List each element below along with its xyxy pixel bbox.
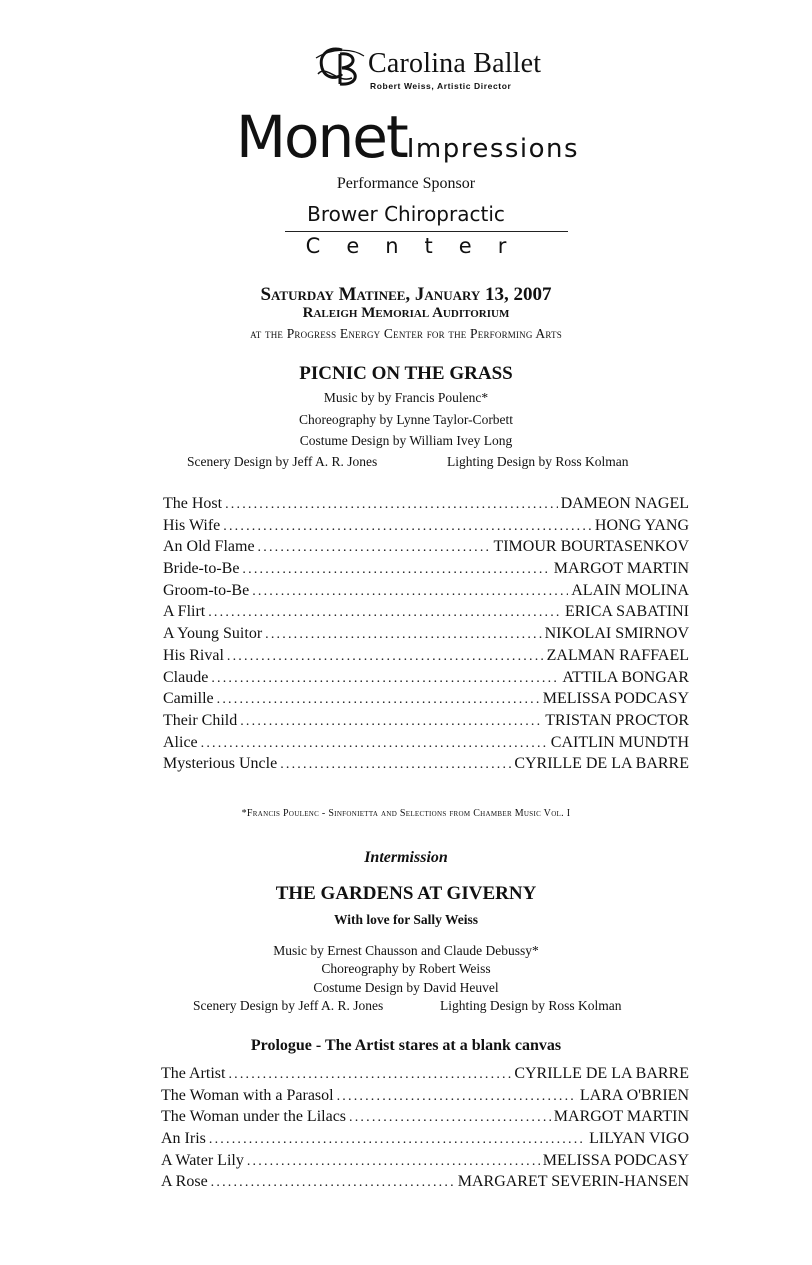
performance-date: Saturday Matinee, January 13, 2007 [260, 284, 552, 305]
leader-dots [211, 671, 559, 687]
cast-row [163, 625, 689, 647]
leader-dots [337, 1089, 577, 1105]
cast-row [163, 690, 689, 712]
cast-row [163, 603, 689, 625]
cast-row [161, 1087, 689, 1109]
gardens-dedication: With love for Sally Weiss [333, 912, 479, 927]
leader-dots [252, 584, 568, 600]
gardens-title: THE GARDENS AT GIVERNY [275, 883, 537, 904]
cast-row [163, 669, 689, 691]
venue-subtitle: at the Progress Energy Center for the Performing Arts [250, 326, 562, 341]
cast-dancer: MARGARET SEVERIN-HANSEN [457, 1173, 689, 1191]
leader-dots [280, 757, 511, 773]
cast-dancer: TIMOUR BOURTASENKOV [493, 538, 689, 556]
venue-name: Raleigh Memorial Auditorium [302, 305, 510, 321]
cast-row [163, 647, 689, 669]
leader-dots [201, 736, 548, 752]
sponsor-center: Center [305, 234, 533, 258]
cast-role: Camille [163, 690, 214, 708]
gardens-prologue: Prologue - The Artist stares at a blank canvas [250, 1037, 562, 1054]
picnic-costume-credit: Costume Design by William Ivey Long [299, 433, 513, 448]
cast-role: A Flirt [163, 603, 206, 621]
cast-role: Claude [163, 668, 209, 686]
show-title-main: Monet [236, 103, 407, 171]
cast-row [161, 1173, 689, 1195]
cast-row [161, 1108, 689, 1130]
cast-dancer: MARGOT MARTIN [553, 560, 689, 578]
cast-role: The Woman under the Lilacs [161, 1108, 347, 1126]
cast-row [161, 1152, 689, 1174]
leader-dots [242, 562, 550, 578]
cast-row [161, 1130, 689, 1152]
cast-role: A Young Suitor [163, 625, 263, 643]
picnic-choreography-credit: Choreography by Lynne Taylor-Corbett [298, 412, 514, 427]
cast-row [163, 734, 689, 756]
leader-dots [265, 627, 541, 643]
company-logo [312, 44, 562, 94]
cast-dancer: DAMEON NAGEL [560, 495, 689, 512]
intermission-label: Intermission [364, 849, 448, 866]
show-title [236, 103, 579, 171]
cast-role: Alice [163, 733, 198, 751]
company-name: Carolina Ballet [368, 48, 542, 79]
cast-dancer: CYRILLE DE LA BARRE [514, 755, 689, 773]
leader-dots [208, 605, 562, 621]
cast-dancer: ATTILA BONGAR [562, 668, 689, 686]
sponsor-name: Brower Chiropractic [307, 202, 505, 226]
leader-dots [225, 497, 557, 513]
cast-dancer: HONG YANG [594, 516, 689, 534]
leader-dots [223, 519, 592, 535]
cast-row [161, 1065, 689, 1087]
sponsor-divider [285, 231, 568, 232]
gardens-cast-list [161, 1065, 689, 1195]
cast-dancer: MARGOT MARTIN [553, 1108, 689, 1126]
cast-row [163, 712, 689, 734]
leader-dots [211, 1175, 455, 1191]
cast-dancer: ERICA SABATINI [564, 603, 689, 621]
cast-role: His Rival [163, 646, 224, 664]
picnic-music-credit: Music by by Francis Poulenc* [323, 390, 489, 405]
cast-role: Their Child [163, 711, 238, 729]
cast-role: Groom-to-Be [163, 581, 250, 599]
gardens-choreography-credit: Choreography by Robert Weiss [321, 961, 491, 976]
show-title-sub: Impressions [406, 134, 580, 164]
leader-dots [349, 1110, 551, 1126]
gardens-lighting-credit: Lighting Design by Ross Kolman [440, 998, 622, 1013]
cast-dancer: TRISTAN PROCTOR [545, 711, 689, 729]
carolina-ballet-logo-icon [312, 44, 368, 92]
gardens-costume-credit: Costume Design by David Heuvel [313, 980, 499, 995]
cast-row [163, 582, 689, 604]
cast-dancer: CAITLIN MUNDTH [550, 733, 689, 751]
cast-row [163, 538, 689, 560]
picnic-lighting-credit: Lighting Design by Ross Kolman [447, 454, 629, 469]
cast-role: An Iris [161, 1130, 206, 1148]
cast-role: A Rose [161, 1173, 208, 1191]
sponsor-label: Performance Sponsor [336, 175, 476, 192]
cast-role: The Woman with a Parasol [161, 1086, 334, 1104]
cast-dancer: LARA O'BRIEN [579, 1086, 689, 1104]
cast-role: The Host [163, 495, 223, 512]
cast-dancer: NIKOLAI SMIRNOV [544, 625, 689, 643]
picnic-cast-list [163, 495, 689, 777]
cast-role: Bride-to-Be [163, 560, 240, 578]
leader-dots [227, 649, 544, 665]
cast-dancer: ZALMAN RAFFAEL [546, 646, 689, 664]
cast-row [163, 495, 689, 517]
picnic-footnote: *Francis Poulenc - Sinfonietta and Selections from Chamber Music Vol. I [241, 808, 571, 819]
cast-dancer: CYRILLE DE LA BARRE [514, 1065, 689, 1082]
picnic-scenery-credit: Scenery Design by Jeff A. R. Jones [187, 454, 378, 469]
gardens-scenery-credit: Scenery Design by Jeff A. R. Jones [193, 998, 384, 1013]
cast-role: His Wife [163, 516, 221, 534]
gardens-music-credit: Music by Ernest Chausson and Claude Debussy* [273, 943, 539, 958]
picnic-title: PICNIC ON THE GRASS [299, 363, 513, 384]
cast-dancer: MELISSA PODCASY [542, 690, 689, 708]
leader-dots [247, 1154, 540, 1170]
cast-row [163, 517, 689, 539]
cast-role: A Water Lily [161, 1151, 244, 1169]
cast-dancer: MELISSA PODCASY [542, 1151, 689, 1169]
artistic-director: Robert Weiss, Artistic Director [370, 81, 512, 91]
cast-role: The Artist [161, 1065, 226, 1082]
leader-dots [258, 540, 491, 556]
cast-row [163, 755, 689, 777]
leader-dots [228, 1067, 511, 1083]
leader-dots [209, 1132, 586, 1148]
cast-row [163, 560, 689, 582]
leader-dots [240, 714, 542, 730]
cast-dancer: ALAIN MOLINA [571, 581, 689, 599]
cast-role: Mysterious Uncle [163, 755, 278, 773]
cast-dancer: LILYAN VIGO [589, 1130, 689, 1148]
cast-role: An Old Flame [163, 538, 255, 556]
leader-dots [217, 692, 540, 708]
